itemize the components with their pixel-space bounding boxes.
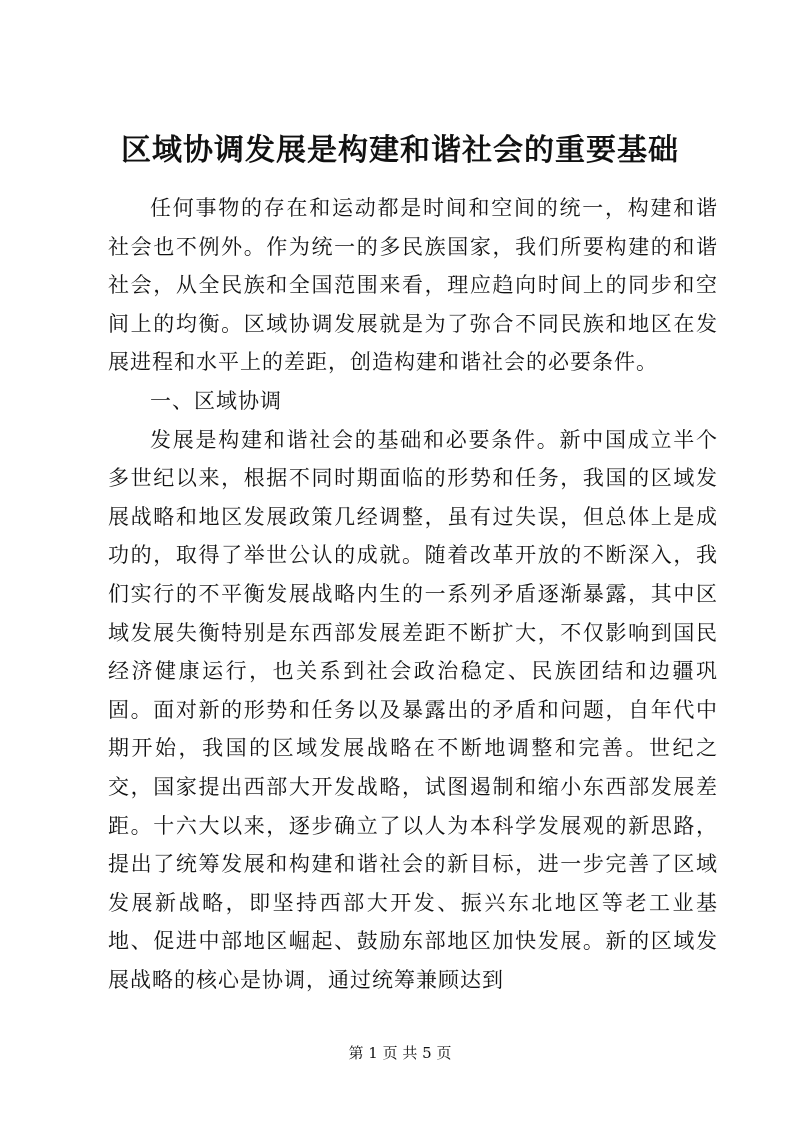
document-body <box>108 189 718 999</box>
page-number-footer: 第 1 页 共 5 页 <box>348 1044 452 1062</box>
document-title: 区域协调发展是构建和谐社会的重要基础 <box>121 133 679 168</box>
section-heading: 一、区域协调 <box>150 388 282 413</box>
paragraph-intro: 任何事物的存在和运动都是时间和空间的统一，构建和谐社会也不例外。作为统一的多民族国家，我们所要构建的和谐社会，从全民族和全国范围来看，理应趋向时间上的同步和空间上的均衡。区域协调发展就是为了弥合不同民族和地区在发展进程和水平上的差距，创造构建和谐社会的必要条件。 <box>108 196 718 375</box>
paragraph-body: 发展是构建和谐社会的基础和必要条件。新中国成立半个多世纪以来，根据不同时期面临的形势和任务，我国的区域发展战略和地区发展政策几经调整，虽有过失误，但总体上是成功的，取得了举世公认的成就。随着改革开放的不断深入，我们实行的不平衡发展战略内生的一系列矛盾逐渐暴露，其中区域发展失衡特别是东西部发展差距不断扩大，不仅影响到国民经济健康运行，也关系到社会政治稳定、民族团结和边疆巩固。面对新的形势和任务以及暴露出的矛盾和问题，自年代中期开始，我国的区域发展战略在不断地调整和完善。世纪之交，国家提出西部大开发战略，试图遏制和缩小东西部发展差距。十六大以来，逐步确立了以人为本科学发展观的新思路，提出了统筹发展和构建和谐社会的新目标，进一步完善了区域发展新战略，即坚持西部大开发、振兴东北地区等老工业基地、促进中部地区崛起、鼓励东部地区加快发展。新的区域发展战略的核心是协调，通过统筹兼顾达到 <box>108 427 718 992</box>
